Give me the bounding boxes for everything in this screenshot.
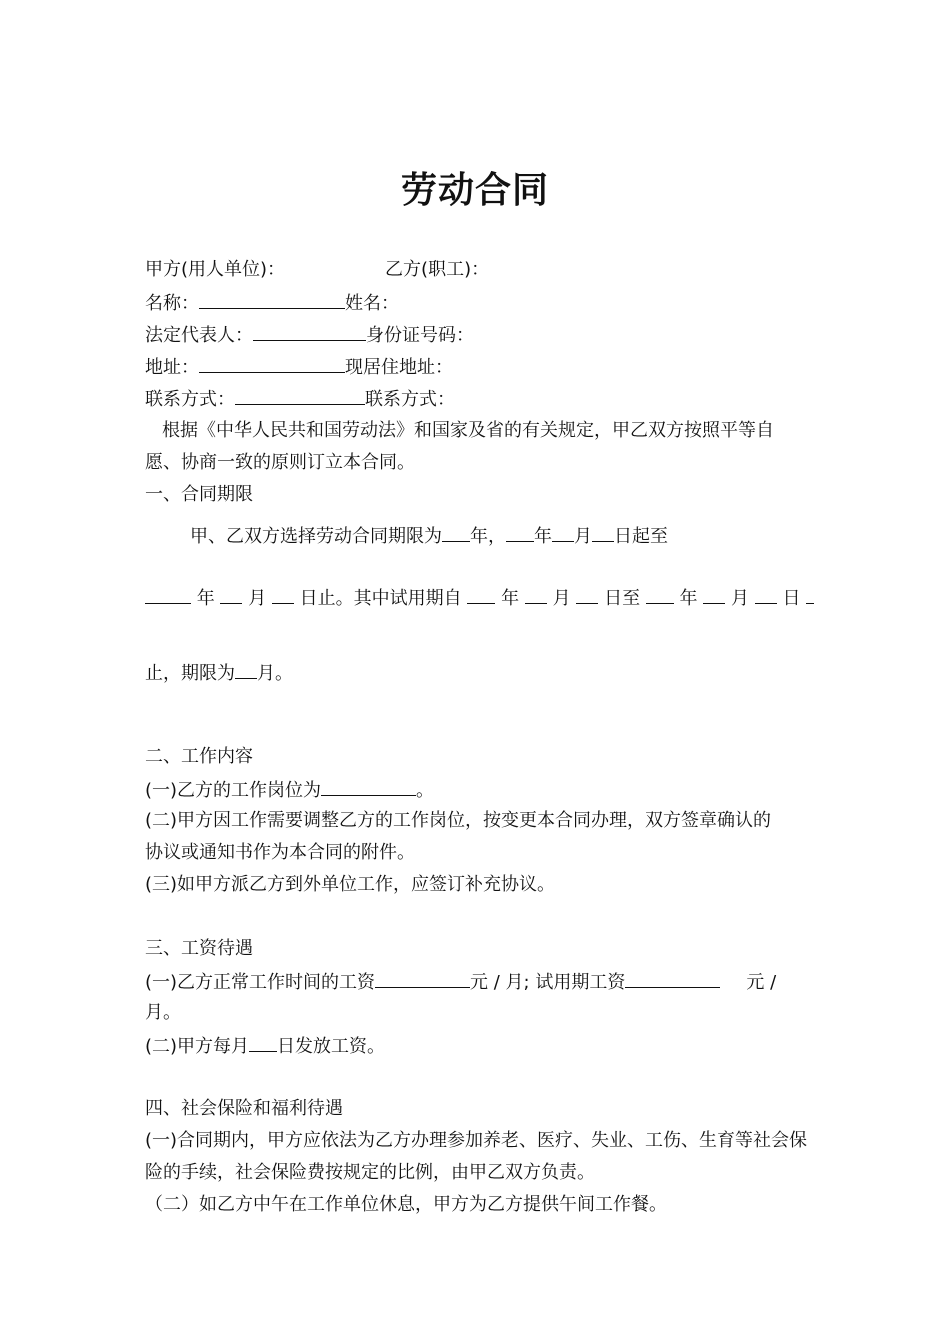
start-year-unit: 年 (534, 526, 552, 547)
contact-row (145, 386, 455, 412)
start-month-blank (552, 523, 574, 542)
prob-end-year-blank (646, 585, 674, 604)
name-row (145, 290, 399, 316)
section-1-paragraph-1 (190, 523, 668, 549)
prob-start-day-blank (576, 585, 598, 604)
document-title: 劳动合同 (400, 170, 549, 211)
job-position-blank (321, 777, 416, 796)
section-3-item-2 (145, 1033, 385, 1059)
prob-end-month-blank (703, 585, 725, 604)
prob-start-month-blank (525, 585, 547, 604)
name-label: 名称： (145, 293, 199, 314)
prob-start-year-blank (467, 585, 495, 604)
legal-rep-row (145, 322, 474, 348)
salary-blank (375, 969, 470, 988)
b-contact-label: 联系方式： (365, 389, 455, 410)
trailing-blank (806, 585, 814, 604)
prob-to-text: 日至 (604, 588, 641, 609)
end-day-blank (272, 585, 294, 604)
b-name-label: 姓名： (345, 293, 399, 314)
payday-text: (二)甲方每月 (145, 1036, 250, 1057)
section-4-item-1-line-2: 险的手续，社会保险费按规定的比例，由甲乙双方负责。 (145, 1162, 595, 1183)
term-year-unit: 年， (470, 526, 506, 547)
prob-end-day-blank (755, 585, 777, 604)
party-header-row (145, 258, 489, 282)
end-year-unit: 年 (196, 588, 215, 609)
section-4-item-1-line-1: (一)合同期内，甲方应依法为乙方办理参加养老、医疗、失业、工伤、生育等社会保 (145, 1130, 808, 1151)
legal-rep-label: 法定代表人： (145, 325, 253, 346)
salary-text: (一)乙方正常工作时间的工资 (145, 972, 376, 993)
section-2-item-3: (三)如甲方派乙方到外单位工作，应签订补充协议。 (145, 874, 556, 895)
name-blank (199, 290, 345, 309)
probation-salary-unit: 元 / (746, 972, 777, 993)
end-month-blank (220, 585, 242, 604)
start-day-unit: 日起至 (614, 526, 668, 547)
address-label: 地址： (145, 357, 199, 378)
id-label: 身份证号码： (366, 325, 474, 346)
section-1-heading: 一、合同期限 (145, 484, 253, 505)
period-months-blank (235, 660, 257, 679)
prob-end-day-unit: 日 (782, 588, 801, 609)
probation-text: 日止。其中试用期自 (299, 588, 462, 609)
term-text: 甲、乙双方选择劳动合同期限为 (190, 526, 442, 547)
address-blank (199, 354, 345, 373)
legal-rep-blank (253, 322, 366, 341)
section-4-item-2: （二）如乙方中午在工作单位休息，甲方为乙方提供午间工作餐。 (145, 1194, 667, 1215)
section-2-heading: 二、工作内容 (145, 746, 253, 767)
start-month-unit: 月 (574, 526, 592, 547)
period-month-unit: 月。 (257, 663, 293, 684)
b-address-label: 现居住地址： (345, 357, 453, 378)
prob-end-month-unit: 月 (731, 588, 750, 609)
job-position-text: (一)乙方的工作岗位为 (145, 780, 322, 801)
probation-salary-blank (625, 969, 720, 988)
section-2-item-2-line-1: (二)甲方因工作需要调整乙方的工作岗位，按变更本合同办理，双方签章确认的 (145, 810, 772, 831)
term-years-blank (442, 523, 470, 542)
address-row (145, 354, 453, 380)
section-3-heading: 三、工资待遇 (145, 938, 253, 959)
period-text: 止，期限为 (145, 663, 235, 684)
start-year-blank (506, 523, 534, 542)
section-1-paragraph-3 (145, 660, 293, 686)
prob-end-year-unit: 年 (679, 588, 698, 609)
prob-start-year-unit: 年 (501, 588, 520, 609)
start-day-blank (592, 523, 614, 542)
intro-line-1: 根据《中华人民共和国劳动法》和国家及省的有关规定，甲乙双方按照平等自 (162, 420, 774, 441)
intro-line-2: 愿、协商一致的原则订立本合同。 (145, 452, 415, 473)
contact-label: 联系方式： (145, 389, 235, 410)
contact-blank (235, 386, 365, 405)
job-position-end: 。 (416, 780, 435, 801)
section-1-paragraph-2 (145, 585, 810, 611)
payday-blank (249, 1033, 277, 1052)
section-3-item-1 (145, 969, 776, 995)
section-4-heading: 四、社会保险和福利待遇 (145, 1098, 343, 1119)
probation-salary-text: 元 / 月; 试用期工资 (470, 972, 626, 993)
section-3-item-1-line-2: 月。 (145, 1002, 181, 1023)
section-2-item-2-line-2: 协议或通知书作为本合同的附件。 (145, 842, 415, 863)
party-b-label: 乙方(职工)： (385, 259, 490, 280)
prob-start-month-unit: 月 (552, 588, 571, 609)
party-a-label: 甲方(用人单位)： (145, 259, 286, 280)
section-2-item-1 (145, 777, 434, 803)
end-year-blank (145, 585, 191, 604)
end-month-unit: 月 (248, 588, 267, 609)
payday-end: 日发放工资。 (277, 1036, 386, 1057)
